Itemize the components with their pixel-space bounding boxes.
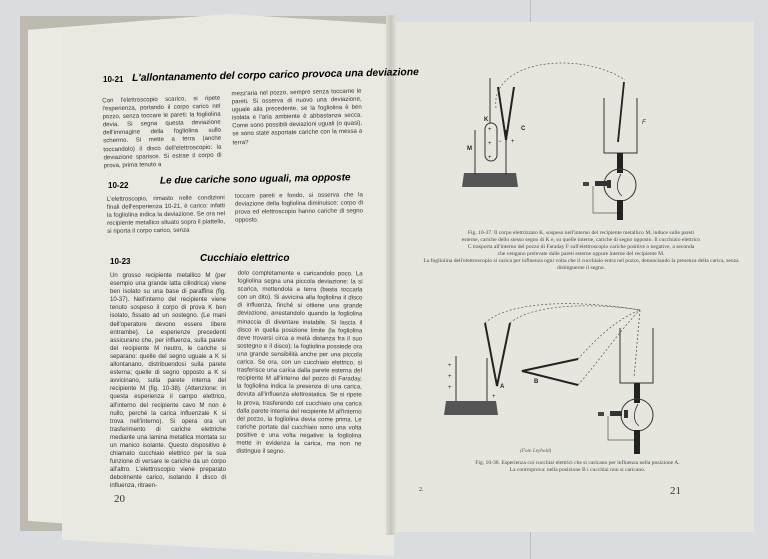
section-body-col2: dolo completamente e caricandolo poco. La fogliolina segna una piccola deviazione: la si scarica, mettendola a terra (basta toccarla con un dito). Si avvicina alla fogliolina il disco di influenza, finché si ottiene una grande deviazione, arrestandolo quando la fogliolina minaccia di diventare instabile. Si lascia il disco in quella posizione limite (la fogliolina deve trovarsi circa a metà distanza fra il suo sostegno e il disco); la fogliolina possiede ora una grande sensibilità anche per una piccola carica. Se ora, con un cucchiaio elettrico, si trasferisce una carica dalla parete esterna del recipiente M all'interno del pozzo di Faraday, la fogliolina indica la presenza di una carica, dovuta all'influenza elettrostatica. Se si ripete la prova, trasferendo col cucchiaio una carica dalla parete interna del recipiente M all'interno del pozzo, la fogliolina devia come prima. Le cariche portate dal cucchiaio sono una volta positive e una volta negative: la fogliolina mette in evidenza la carica, ma non ne distingue il segno. (236, 269, 363, 455)
signature-mark: 2. (419, 487, 424, 493)
caption-line: che vengano prelevate dalle pareti esterne oppure interne del recipiente M. (497, 251, 665, 257)
section-body-col2: mezz'aria nel pozzo, sempre senza toccarne le pareti. Si osserva di nuovo una deviazione, uguale alla precedente, se la fogliolina è ben isolata e l'aria ambiente è abbastanza secca. Come sono possibili deviazioni uguali (o quasi), se sono state asportate cariche con la messa a terra? (231, 87, 363, 146)
svg-text:+: + (511, 139, 515, 145)
figure-10-38 (420, 300, 740, 460)
label-K: K (484, 117, 489, 123)
paraffin-base (444, 401, 498, 415)
caption-line: Fig. 10-38. Esperienza coi cucchiai elettrici che si caricano per influenza nella posizione A. (475, 460, 680, 466)
caption-line: esterne, cariche dello stesso segno di K e, su quelle interne, cariche di segno opposto. Il cucchiaio elettrico (461, 237, 701, 243)
page-number-left: 20 (114, 493, 125, 505)
photo-credit: (Foto Leybold) (520, 448, 552, 454)
figure-10-37 (420, 60, 740, 220)
label-A: A (500, 384, 505, 390)
caption-line: Fig. 10-37. Il corpo elettrizzato K, sospeso nell'interno del recipiente metallico M, induce sulle pareti (467, 230, 695, 236)
svg-text:+: + (492, 394, 496, 400)
svg-text:−: − (498, 139, 502, 145)
svg-text:+: + (448, 363, 452, 369)
section-number: 10-21 (103, 75, 124, 84)
label-B: B (534, 379, 539, 385)
section-body-col1: Con l'elettroscopio scarico, si ripete l'esperienza, portando il corpo carico nel pozzo, senza toccare le pareti: la fogliolina devia. Si segna questa deviazione dell'immagine della fogliolina sullo schermo. Si mette a terra (anche toccandolo) il disco dell'elettroscopio: la deviazione sparisce. Si estrae il corpo di prova, prima tenuto a (102, 94, 222, 170)
section-number: 10-23 (110, 257, 131, 266)
svg-text:+: + (448, 374, 452, 380)
svg-text:+: + (488, 127, 492, 133)
caption-line: La controprova: nella posizione B i cucchiai non si caricano. (509, 467, 646, 473)
section-title: Le due cariche sono uguali, ma opposte (159, 172, 351, 187)
svg-text:+: + (448, 385, 452, 391)
svg-text:+: + (488, 155, 492, 161)
label-M: M (467, 146, 472, 152)
caption-line: La fogliolina dell'elettroscopio si carica per influenza ogni volta che il cucchiaio entra nel pozzo, denunciando la presenza della carica, senza distinguerne il segno. (423, 258, 739, 271)
section-body-col1: L'elettroscopio, rimasto nelle condizioni finali dell'esperienza 10-21, è carico: infatti la fogliolina indica la deviazione. Se ora nel recipiente metallico situato sopra il piattello, si riporta il corpo carico, senza (106, 194, 226, 236)
section-title: Cucchiaio elettrico (200, 253, 290, 264)
label-C: C (521, 126, 526, 132)
section-body-col1: Un grosso recipiente metallico M (per esempio una grande latta cilindrica) viene ben isolato su una base di paraffina (fig. 10-37). Nell'interno del recipiente viene tenuto sospeso il corpo di prova K ben isolato, fissato ad un sostegno. (Le mani dell'operatore devono essere libere entrambe). Le esperienze precedenti assicurano che, per influenza, sulla parete del recipiente M neutro, le cariche si separano: quelle del segno uguale a K si allontanano, distribuendosi sulla parete esterna; quelle di segno opposto a K si avvicinano, sulla parete interna del recipiente M (fig. 10-38). (Attenzione: in questa esperienza il campo elettrico, all'interno del recipiente cavo M non è nullo, perché la carica influenzale K si trova nell'interno). Si opera ora un trasferimento di cariche elettriche mediante una lamina metallica montata su un manico isolante. Questo dispositivo è chiamato cucchiaio elettrico per la sua funzione di versare le cariche da un corpo all'altro. L'elettroscopio viene preparato debolmente carico, isolando il disco di influenza, ritraen- (110, 272, 226, 490)
figure-10-38-caption (425, 460, 730, 474)
section-body-col2: toccare pareti e fondo, si osserva che la deviazione della fogliolina diminuisce: corpo di prova ed elettroscopio hanno cariche di segno opposto. (234, 191, 364, 224)
svg-text:+: + (488, 141, 492, 147)
page-number-right: 21 (670, 485, 681, 497)
label-F: F (642, 120, 646, 126)
paraffin-base (462, 173, 518, 187)
figure-10-37-caption (420, 230, 742, 272)
section-title: L'allontanamento del corpo carico provoca una deviazione (131, 66, 419, 85)
section-number: 10-22 (108, 181, 129, 190)
book-gutter (386, 15, 396, 535)
caption-line: C trasporta all'interno del pozzo di Faraday F sull'elettroscopio cariche positive o negative, a seconda (467, 244, 695, 250)
